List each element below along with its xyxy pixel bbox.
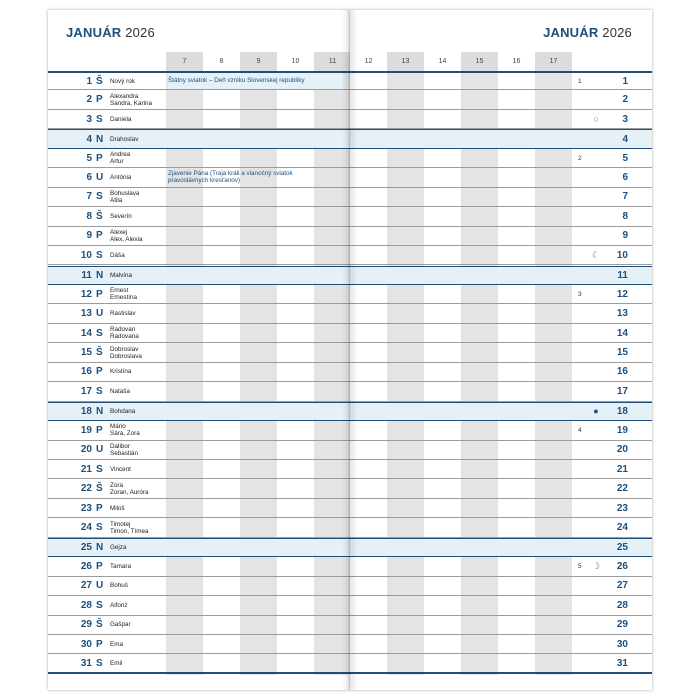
weekday-letter: P <box>96 424 103 436</box>
name-day-line: Dáša <box>110 251 125 259</box>
day-row[interactable] <box>48 227 350 246</box>
moon-phase-icon: ● <box>593 406 599 417</box>
name-day-line: Gejza <box>110 544 127 552</box>
name-day <box>110 539 166 556</box>
weekday-letter: N <box>96 542 104 554</box>
day-number: 13 <box>616 308 628 320</box>
name-day-line: Bohdana <box>110 407 136 415</box>
day-row[interactable] <box>48 343 350 362</box>
name-day-line: Zora <box>110 481 123 489</box>
weekday-letter: S <box>96 113 103 125</box>
hour-header-11: 11 <box>328 58 337 65</box>
week-number: 1 <box>578 77 582 85</box>
day-row[interactable] <box>48 363 350 382</box>
day-number: 3 <box>86 113 92 125</box>
name-day-line: Malvína <box>110 271 133 279</box>
day-number: 17 <box>616 385 628 397</box>
name-day-line: Alex, Alexia <box>110 235 143 243</box>
day-number: 25 <box>616 542 628 554</box>
name-day-line: Sandra, Karina <box>110 99 153 107</box>
hour-header-17: 17 <box>549 58 558 65</box>
name-day <box>110 577 166 595</box>
day-row[interactable] <box>48 577 350 596</box>
name-day-line: Nový rok <box>110 77 135 85</box>
weekday-letter: P <box>96 502 103 514</box>
hour-header-14: 14 <box>438 58 447 65</box>
name-day-line: Kristína <box>110 368 132 376</box>
day-number: 23 <box>616 502 628 514</box>
day-number: 20 <box>616 444 628 456</box>
name-day-line: Alexandra <box>110 92 139 100</box>
name-day <box>110 363 166 381</box>
day-row[interactable] <box>350 324 652 343</box>
name-day-line: Mário <box>110 423 126 431</box>
hour-header-9: 9 <box>256 58 261 65</box>
day-row[interactable] <box>48 246 350 265</box>
weekday-letter: P <box>96 560 103 572</box>
day-row[interactable] <box>350 499 652 518</box>
weekday-letter: P <box>96 152 103 164</box>
name-day <box>110 499 166 517</box>
hour-header-13: 13 <box>401 58 410 65</box>
day-row[interactable] <box>48 557 350 576</box>
name-day-line: Daniela <box>110 115 132 123</box>
day-number: 15 <box>616 347 628 359</box>
name-day <box>110 382 166 400</box>
name-day <box>110 267 166 284</box>
name-day-line: Miloš <box>110 504 125 512</box>
day-number: 28 <box>80 599 92 611</box>
name-day-line: Sára, Zora <box>110 430 140 438</box>
day-row[interactable] <box>48 518 350 537</box>
day-row[interactable] <box>48 129 350 148</box>
day-row[interactable] <box>350 421 652 440</box>
day-number: 26 <box>80 560 92 572</box>
name-day-line: Sebastián <box>110 449 139 457</box>
name-day-line: Andrea <box>110 151 131 159</box>
day-number: 9 <box>622 230 628 242</box>
day-number: 1 <box>622 75 628 87</box>
name-day <box>110 421 166 439</box>
day-row[interactable] <box>350 635 652 654</box>
weekday-letter: P <box>96 366 103 378</box>
name-day <box>110 403 166 420</box>
name-day <box>110 655 166 672</box>
day-number: 17 <box>80 385 92 397</box>
day-number: 29 <box>616 619 628 631</box>
day-number: 19 <box>80 424 92 436</box>
month-label: JANUÁR <box>543 25 599 40</box>
month-label: JANUÁR <box>66 25 122 40</box>
day-number: 11 <box>617 269 628 281</box>
name-day-line: Zoran, Auróra <box>110 488 149 496</box>
name-day-line: Radovan <box>110 326 136 334</box>
name-day <box>110 441 166 459</box>
day-row[interactable] <box>48 616 350 635</box>
day-number: 30 <box>80 638 92 650</box>
day-row[interactable] <box>48 596 350 615</box>
day-row[interactable] <box>48 655 350 674</box>
day-row[interactable] <box>48 402 350 421</box>
name-day <box>110 130 166 147</box>
weekday-letter: S <box>96 599 103 611</box>
name-day <box>110 227 166 245</box>
name-day <box>110 207 166 225</box>
day-number: 22 <box>616 483 628 495</box>
weekday-letter: S <box>96 191 103 203</box>
weekday-letter: P <box>96 288 103 300</box>
day-number: 31 <box>616 657 628 669</box>
day-row[interactable] <box>350 168 652 187</box>
day-number: 5 <box>86 152 92 164</box>
day-number: 19 <box>616 424 628 436</box>
day-row[interactable] <box>350 266 652 285</box>
name-day-line: Drahoslav <box>110 135 139 143</box>
name-day-line: Tamara <box>110 562 131 570</box>
left-page <box>48 10 350 690</box>
day-row[interactable] <box>350 71 652 90</box>
name-day-line: Emil <box>110 659 123 667</box>
day-row[interactable] <box>350 285 652 304</box>
day-row[interactable] <box>350 538 652 557</box>
weekday-letter: Š <box>96 619 103 631</box>
holiday-line: pravoslávnych kresťanov) <box>168 177 241 185</box>
day-number: 16 <box>80 366 92 378</box>
day-row[interactable] <box>350 343 652 362</box>
weekday-letter: N <box>96 133 104 145</box>
day-number: 27 <box>80 580 92 592</box>
day-row[interactable] <box>350 149 652 168</box>
right-page <box>350 10 652 690</box>
day-number: 12 <box>80 288 92 300</box>
name-day <box>110 635 166 653</box>
day-row[interactable] <box>350 246 652 265</box>
name-day-line: Ernestína <box>110 294 137 302</box>
name-day-line: Atila <box>110 196 123 204</box>
name-day <box>110 479 166 497</box>
day-row[interactable] <box>48 266 350 285</box>
weekday-letter: N <box>96 405 104 417</box>
weekday-letter: U <box>96 580 104 592</box>
day-number: 18 <box>80 405 92 417</box>
week-number: 2 <box>578 154 582 162</box>
name-day <box>110 616 166 634</box>
name-day-line: Antónia <box>110 173 132 181</box>
day-row[interactable] <box>48 285 350 304</box>
day-row[interactable] <box>48 635 350 654</box>
day-number: 20 <box>80 444 92 456</box>
day-row[interactable] <box>350 460 652 479</box>
weekday-letter: N <box>96 269 104 281</box>
day-row[interactable] <box>350 479 652 498</box>
day-number: 18 <box>616 405 628 417</box>
day-number: 6 <box>86 171 92 183</box>
day-row[interactable] <box>48 168 350 187</box>
name-day-line: Alfonz <box>110 601 128 609</box>
name-day-line: Timotej <box>110 520 131 528</box>
weekday-letter: P <box>96 94 103 106</box>
day-number: 30 <box>616 638 628 650</box>
day-row[interactable] <box>350 557 652 576</box>
day-row[interactable] <box>350 227 652 246</box>
day-number: 13 <box>80 308 92 320</box>
weekday-letter: Š <box>96 483 103 495</box>
weekday-letter: U <box>96 444 104 456</box>
name-day <box>110 110 166 128</box>
day-number: 2 <box>622 94 628 106</box>
day-number: 3 <box>622 113 628 125</box>
day-number: 10 <box>80 249 92 261</box>
name-day <box>110 518 166 536</box>
day-number: 29 <box>80 619 92 631</box>
hour-header-10: 10 <box>291 58 300 65</box>
week-number: 5 <box>578 562 582 570</box>
name-day <box>110 168 166 186</box>
name-day-line: Bohuš <box>110 582 128 590</box>
week-number: 4 <box>578 426 582 434</box>
day-row[interactable] <box>48 421 350 440</box>
name-day <box>110 343 166 361</box>
moon-phase-icon: ○ <box>593 114 599 125</box>
day-number: 4 <box>86 133 92 145</box>
day-number: 26 <box>616 560 628 572</box>
day-number: 2 <box>86 94 92 106</box>
day-number: 23 <box>80 502 92 514</box>
day-row[interactable] <box>350 304 652 323</box>
day-row[interactable] <box>48 110 350 129</box>
hour-header-8: 8 <box>219 58 224 65</box>
hour-header-16: 16 <box>512 58 521 65</box>
day-number: 24 <box>616 522 628 534</box>
day-number: 8 <box>622 210 628 222</box>
name-day <box>110 149 166 167</box>
name-day-line: Artur <box>110 158 124 166</box>
day-number: 6 <box>622 171 628 183</box>
hour-header-15: 15 <box>475 58 484 65</box>
hour-header-7: 7 <box>182 58 187 65</box>
name-day <box>110 73 166 89</box>
day-number: 8 <box>86 210 92 222</box>
day-number: 7 <box>622 191 628 203</box>
day-row[interactable] <box>350 441 652 460</box>
holiday-note <box>168 73 343 89</box>
day-row[interactable] <box>48 538 350 557</box>
name-day-line: Dobroslav <box>110 345 139 353</box>
day-row[interactable] <box>350 518 652 537</box>
day-row[interactable] <box>48 90 350 109</box>
day-number: 7 <box>86 191 92 203</box>
year-label: 2026 <box>602 25 632 40</box>
moon-phase-icon: ☾ <box>591 249 601 260</box>
name-day-line: Ema <box>110 640 123 648</box>
day-number: 11 <box>81 269 92 281</box>
name-day <box>110 304 166 322</box>
name-day-line: Radovana <box>110 333 139 341</box>
name-day-line: Nataša <box>110 387 130 395</box>
weekday-letter: U <box>96 171 104 183</box>
weekday-letter: U <box>96 308 104 320</box>
day-number: 24 <box>80 522 92 534</box>
name-day <box>110 285 166 303</box>
holiday-line: Zjavenie Pána (Traja králi a vianočný sviatok <box>168 169 293 177</box>
day-number: 10 <box>616 249 628 261</box>
name-day-line: Alexej <box>110 228 128 236</box>
name-day-line: Dobroslava <box>110 352 142 360</box>
day-row[interactable] <box>48 441 350 460</box>
day-row[interactable] <box>350 207 652 226</box>
name-day <box>110 246 166 264</box>
weekday-letter: Š <box>96 210 103 222</box>
day-row[interactable] <box>350 616 652 635</box>
holiday-line: Štátny sviatok – Deň vzniku Slovenskej republiky <box>168 77 305 85</box>
name-day-line: Dalibor <box>110 442 130 450</box>
name-day <box>110 557 166 575</box>
weekday-letter: S <box>96 385 103 397</box>
day-number: 22 <box>80 483 92 495</box>
page-title <box>66 25 155 40</box>
day-number: 5 <box>622 152 628 164</box>
name-day <box>110 188 166 206</box>
day-row[interactable] <box>48 71 350 90</box>
day-row[interactable] <box>350 382 652 401</box>
name-day-line: Timon, Tímea <box>110 527 149 535</box>
day-row[interactable] <box>48 304 350 323</box>
day-row[interactable] <box>350 402 652 421</box>
day-row[interactable] <box>350 363 652 382</box>
name-day-line: Ernest <box>110 287 129 295</box>
name-day <box>110 90 166 108</box>
day-row[interactable] <box>48 207 350 226</box>
day-number: 21 <box>616 463 628 475</box>
day-row[interactable] <box>48 382 350 401</box>
weekday-letter: S <box>96 657 103 669</box>
weekday-letter: S <box>96 249 103 261</box>
weekday-letter: P <box>96 230 103 242</box>
day-number: 27 <box>616 580 628 592</box>
day-row[interactable] <box>48 479 350 498</box>
day-row[interactable] <box>350 596 652 615</box>
name-day-line: Severín <box>110 212 132 220</box>
year-label: 2026 <box>125 25 155 40</box>
day-row[interactable] <box>48 324 350 343</box>
name-day <box>110 596 166 614</box>
weekday-letter: S <box>96 522 103 534</box>
day-number: 14 <box>80 327 92 339</box>
name-day-line: Bohuslava <box>110 189 140 197</box>
weekday-letter: S <box>96 327 103 339</box>
day-row[interactable] <box>350 129 652 148</box>
name-day-line: Rastislav <box>110 310 136 318</box>
hour-header-12: 12 <box>364 58 373 65</box>
day-number: 25 <box>80 542 92 554</box>
day-number: 16 <box>616 366 628 378</box>
day-row[interactable] <box>48 188 350 207</box>
day-number: 12 <box>616 288 628 300</box>
name-day <box>110 324 166 342</box>
day-number: 14 <box>616 327 628 339</box>
day-row[interactable] <box>350 577 652 596</box>
moon-phase-icon: ☽ <box>591 560 601 571</box>
day-number: 31 <box>80 657 92 669</box>
day-row[interactable] <box>350 655 652 674</box>
day-row[interactable] <box>48 499 350 518</box>
weekday-letter: S <box>96 463 103 475</box>
day-row[interactable] <box>48 460 350 479</box>
day-row[interactable] <box>350 110 652 129</box>
name-day-line: Gašpar <box>110 621 131 629</box>
weekday-letter: Š <box>96 75 103 87</box>
weekday-letter: Š <box>96 347 103 359</box>
day-number: 4 <box>622 133 628 145</box>
week-number: 3 <box>578 290 582 298</box>
day-row[interactable] <box>48 149 350 168</box>
day-number: 21 <box>80 463 92 475</box>
name-day <box>110 460 166 478</box>
day-number: 28 <box>616 599 628 611</box>
day-row[interactable] <box>350 188 652 207</box>
day-number: 1 <box>86 75 92 87</box>
holiday-note <box>168 168 343 186</box>
weekday-letter: P <box>96 638 103 650</box>
page-title <box>543 25 632 40</box>
name-day-line: Vincent <box>110 465 131 473</box>
day-number: 15 <box>80 347 92 359</box>
day-number: 9 <box>86 230 92 242</box>
day-row[interactable] <box>350 90 652 109</box>
